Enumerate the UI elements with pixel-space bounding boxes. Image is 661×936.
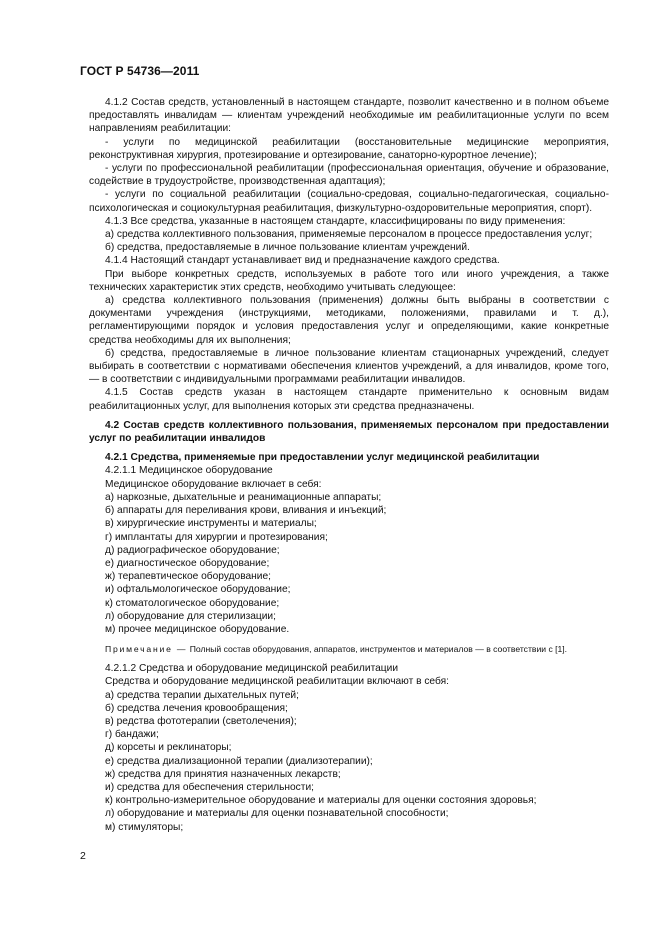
paragraph: б) средства, предоставляемые в личное пользование клиентам стационарных учреждений, следует выбирать в соответствии с нормативами обеспечения клиентов учреждений, а для инвалидов, кроме того, — в соответствии с индивидуальными программами реабилитации инвалидов. xyxy=(89,347,609,386)
paragraph: г) бандажи; xyxy=(105,729,159,741)
page-number: 2 xyxy=(80,850,86,862)
paragraph: 4.2.1.1 Медицинское оборудование xyxy=(105,465,273,477)
paragraph: м) прочее медицинское оборудование. xyxy=(105,623,290,635)
paragraph: а) средства коллективного пользования, применяемые персоналом в процессе предоставления услуг; xyxy=(105,229,593,241)
paragraph: к) контрольно-измерительное оборудование и материалы для оценки состояния здоровья; xyxy=(105,795,537,807)
note-label: Примечание — xyxy=(105,644,188,655)
paragraph: а) средства коллективного пользования (применения) должны быть выбраны в соответствии с документами учреждения (инструкциями, методиками, положениями, правилами и т. д.), регламентирующими порядок и условия предоставления услуг и определяющими, какие конкретные средства необходимы для их выполнения; xyxy=(89,295,609,346)
paragraph: 4.1.2 Состав средств, установленный в настоящем стандарте, позволит качественно и в полном объеме предоставлять инвалидам — клиентам учреждений необходимые им реабилитационные услуги по всем направлениям реабилитации: xyxy=(89,97,609,135)
paragraph: б) средства, предоставляемые в личное пользование клиентам учреждений. xyxy=(105,242,470,254)
paragraph: д) радиографическое оборудование; xyxy=(105,544,280,556)
paragraph: е) средства диализационной терапии (диализотерапии); xyxy=(105,755,373,767)
paragraph: г) имплантаты для хирургии и протезирования; xyxy=(105,531,328,543)
paragraph: л) оборудование для стерилизации; xyxy=(105,610,276,622)
paragraph: Медицинское оборудование включает в себя: xyxy=(105,478,322,490)
paragraph: Средства и оборудование медицинской реабилитации включают в себя: xyxy=(105,676,449,688)
paragraph: При выборе конкретных средств, используемых в работе того или иного учреждения, а также технических характеристик этих средств, необходимо учитывать следующее: xyxy=(89,268,609,293)
paragraph: д) корсеты и реклинаторы; xyxy=(105,742,232,754)
paragraph: 4.1.3 Все средства, указанные в настоящем стандарте, классифицированы по виду применения: xyxy=(105,215,566,227)
paragraph: ж) средства для принятия назначенных лекарств; xyxy=(105,768,341,780)
paragraph: и) средства для обеспечения стерильности; xyxy=(105,781,314,793)
paragraph: б) аппараты для переливания крови, вливания и инъекций; xyxy=(105,505,387,517)
standard-header: ГОСТ Р 54736—2011 xyxy=(80,64,200,78)
paragraph: 4.1.4 Настоящий стандарт устанавливает вид и предназначение каждого средства. xyxy=(105,255,500,267)
paragraph: б) средства лечения кровообращения; xyxy=(105,702,288,714)
document-body xyxy=(89,96,609,834)
paragraph: е) диагностическое оборудование; xyxy=(105,557,270,569)
paragraph: - услуги по медицинской реабилитации (восстановительные медицинские мероприятия, реконструктивная хирургия, протезирование и ортезирование, санаторно-курортное лечение); xyxy=(89,136,609,161)
paragraph: 4.2.1.2 Средства и оборудование медицинской реабилитации xyxy=(105,663,399,675)
note-paragraph xyxy=(89,643,609,655)
paragraph: к) стоматологическое оборудование; xyxy=(105,597,280,609)
paragraph: а) наркозные, дыхательные и реанимационные аппараты; xyxy=(105,491,382,503)
paragraph: - услуги по профессиональной реабилитации (профессиональная ориентация, обучение и образование, содействие в трудоустройстве, производственная адаптация); xyxy=(89,163,609,188)
note-text: Полный состав оборудования, аппаратов, инструментов и материалов — в соответствии с [1]. xyxy=(189,644,568,655)
paragraph: ж) терапевтическое оборудование; xyxy=(105,571,271,583)
paragraph: 4.1.5 Состав средств указан в настоящем стандарте применительно к основным видам реабилитационных услуг, для выполнения которых эти средства предназначены. xyxy=(89,387,609,412)
paragraph: и) офтальмологическое оборудование; xyxy=(105,584,291,596)
paragraph: а) средства терапии дыхательных путей; xyxy=(105,689,299,701)
section-heading: 4.2 Состав средств коллективного пользования, применяемых персоналом при предоставлении услуг по реабилитации инвалидов xyxy=(89,419,609,445)
paragraph: м) стимуляторы; xyxy=(105,821,184,833)
section-heading: 4.2.1 Средства, применяемые при предоставлении услуг медицинской реабилитации xyxy=(105,452,540,464)
paragraph: - услуги по социальной реабилитации (социально-средовая, социально-педагогическая, социально-психологическая и социокультурная реабилитация, физкультурно-оздоровительные мероприятия, спорт). xyxy=(89,189,609,214)
paragraph: в) редства фототерапии (светолечения); xyxy=(105,715,297,727)
paragraph: в) хирургические инструменты и материалы; xyxy=(105,518,317,530)
paragraph: л) оборудование и материалы для оценки познавательной способности; xyxy=(105,808,449,820)
